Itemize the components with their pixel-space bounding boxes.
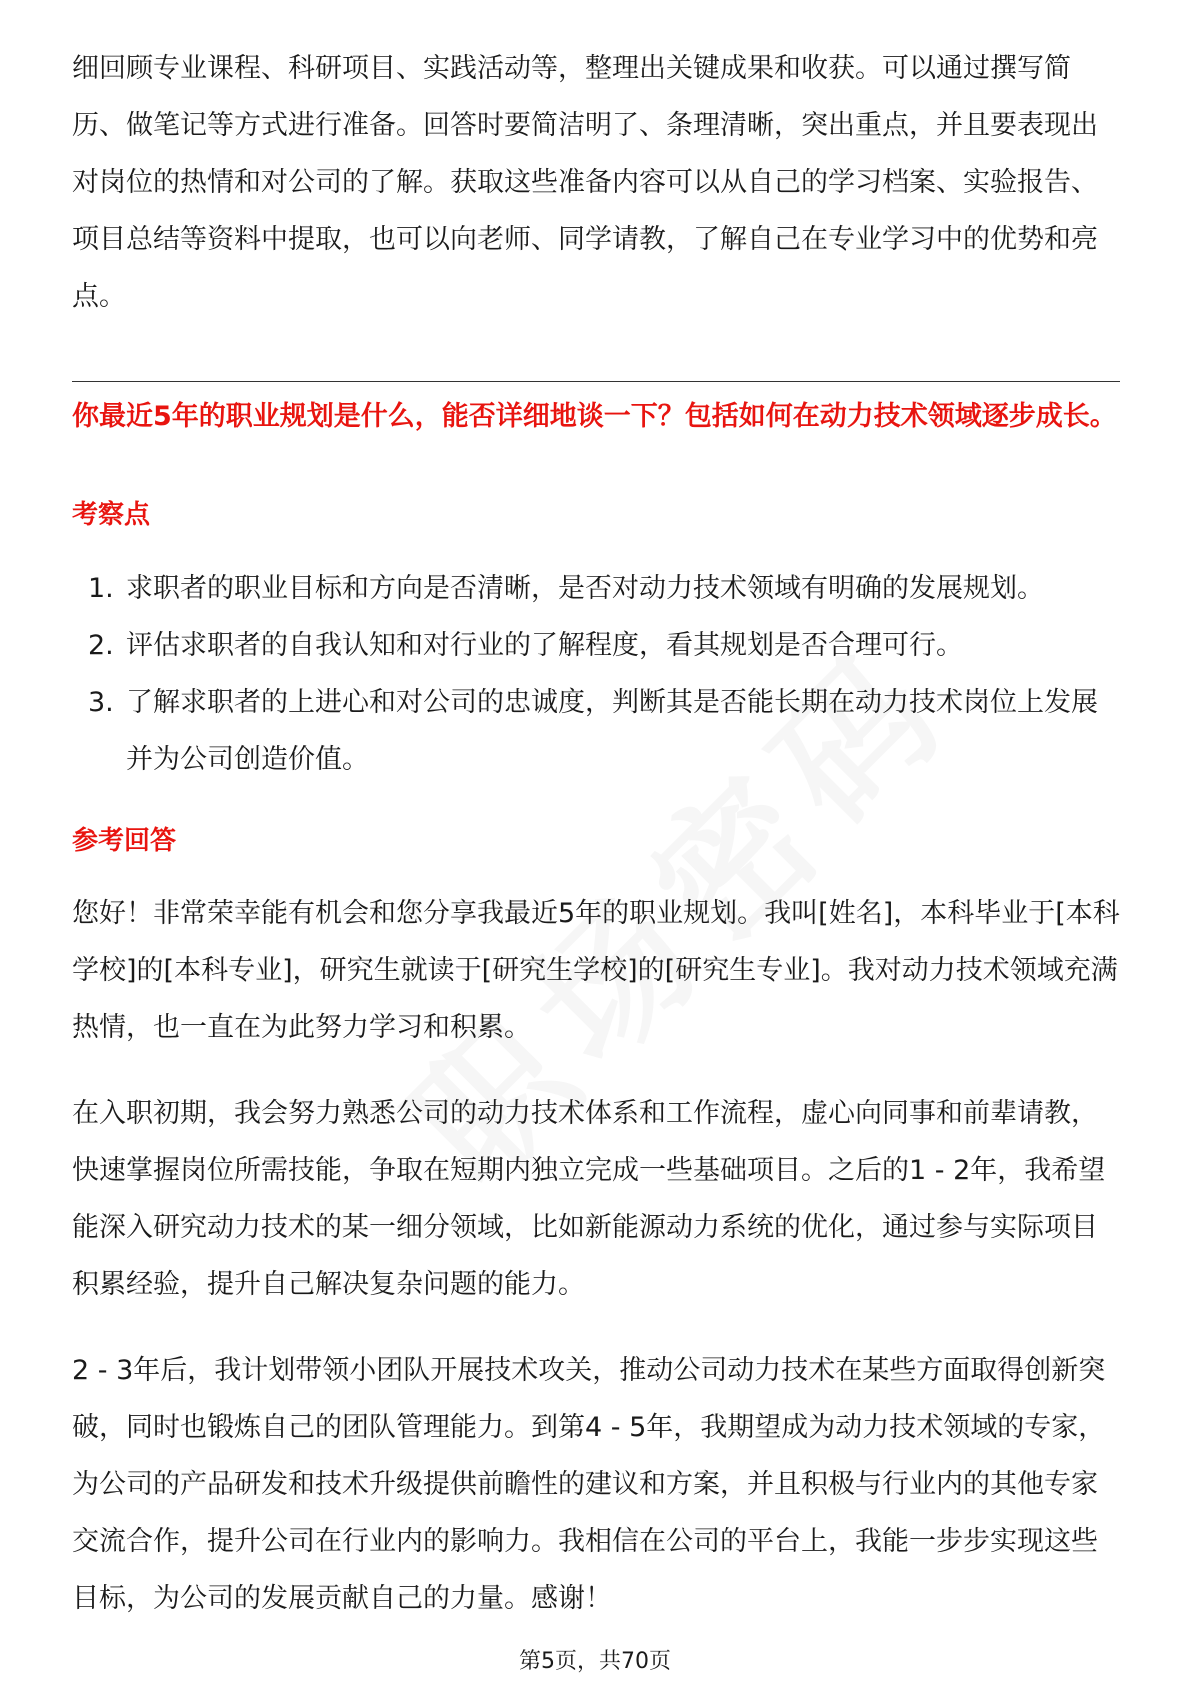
list-item-text: 求职者的职业目标和方向是否清晰，是否对动力技术领域有明确的发展规划。 xyxy=(126,573,1044,604)
assessment-list xyxy=(72,560,1120,788)
intro-paragraph: 细回顾专业课程、科研项目、实践活动等，整理出关键成果和收获。可以通过撰写简历、做笔记等方式进行准备。回答时要简洁明了、条理清晰，突出重点，并且要表现出对岗位的热情和对公司的了解。获取这些准备内容可以从自己的学习档案、实验报告、项目总结等资料中提取，也可以向老师、同学请教，了解自己在专业学习中的优势和亮点。 xyxy=(72,53,1098,312)
list-item-text: 评估求职者的自我认知和对行业的了解程度，看其规划是否合理可行。 xyxy=(126,630,963,661)
list-item-number: 3. xyxy=(88,687,114,718)
assessment-label: 考察点 xyxy=(72,500,151,530)
answer-paragraph: 2 - 3年后，我计划带领小团队开展技术攻关，推动公司动力技术在某些方面取得创新突破，同时也锻炼自己的团队管理能力。到第4 - 5年，我期望成为动力技术领域的专家，为公司的产品研发和技术升级提供前瞻性的建议和方案，并且积极与行业内的其他专家交流合作，提升公司在行业内的影响力。我相信在公司的平台上，我能一步步实现这些目标，为公司的发展贡献自己的力量。感谢！ xyxy=(72,1355,1106,1614)
section-divider xyxy=(72,381,1120,382)
list-item xyxy=(72,617,1120,674)
list-item-number: 2. xyxy=(88,630,114,661)
list-item xyxy=(72,560,1120,617)
list-item xyxy=(72,674,1120,788)
answer-paragraph: 在入职初期，我会努力熟悉公司的动力技术体系和工作流程，虚心向同事和前辈请教，快速掌握岗位所需技能，争取在短期内独立完成一些基础项目。之后的1 - 2年，我希望能深入研究动力技术的某一细分领域，比如新能源动力系统的优化，通过参与实际项目积累经验，提升自己解决复杂问题的能力。 xyxy=(72,1098,1106,1300)
answer-paragraph: 您好！非常荣幸能有机会和您分享我最近5年的职业规划。我叫[姓名]，本科毕业于[本科学校]的[本科专业]，研究生就读于[研究生学校]的[研究生专业]。我对动力技术领域充满热情，也一直在为此努力学习和积累。 xyxy=(72,898,1120,1043)
question-heading: 你最近5年的职业规划是什么，能否详细地谈一下？包括如何在动力技术领域逐步成长。 xyxy=(72,401,1117,432)
list-item-text: 了解求职者的上进心和对公司的忠诚度，判断其是否能长期在动力技术岗位上发展并为公司创造价值。 xyxy=(126,687,1098,775)
list-item-number: 1. xyxy=(88,573,114,604)
page-footer: 第5页，共70页 xyxy=(519,1649,671,1674)
reference-label: 参考回答 xyxy=(72,826,177,856)
